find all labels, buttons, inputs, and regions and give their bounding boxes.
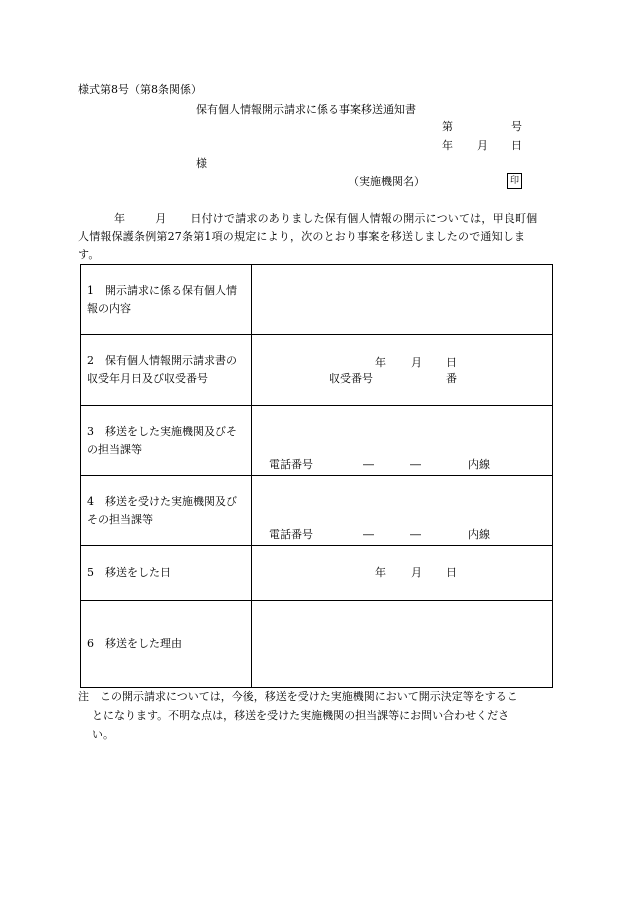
row4-label: 4 移送を受けた実施機関及びその担当課等 xyxy=(81,476,252,546)
row5-day: 日 xyxy=(446,566,457,579)
row2-day: 日 xyxy=(446,356,457,369)
table-row xyxy=(81,601,553,688)
row5-value-field[interactable] xyxy=(252,546,553,601)
row3-extension-label: 内線 xyxy=(468,458,490,471)
row4-value-field[interactable] xyxy=(252,476,553,546)
notice-body-line-3: す。 xyxy=(78,248,100,261)
document-number-prefix: 第 xyxy=(442,120,453,133)
agency-name-label: （実施機関名） xyxy=(348,175,425,188)
issue-date-year: 年 xyxy=(442,139,453,152)
notice-body-line-1 xyxy=(78,210,556,228)
footnote-line-2: とになります。不明な点は，移送を受けた実施機関の担当課等にお問い合わせくださ xyxy=(92,709,510,722)
table-row xyxy=(81,406,553,476)
row3-value-field[interactable] xyxy=(252,406,553,476)
row4-phone-dash-1: ― xyxy=(363,528,374,541)
footnote xyxy=(78,687,558,744)
row2-receipt-label: 収受番号 xyxy=(329,372,373,385)
row5-label: 5 移送をした日 xyxy=(81,546,252,601)
row3-phone-dash-1: ― xyxy=(363,458,374,471)
row6-label: 6 移送をした理由 xyxy=(81,601,252,688)
footnote-line-3: い。 xyxy=(92,728,114,741)
body-year: 年 xyxy=(114,212,126,225)
table-row xyxy=(81,265,553,335)
document-number-suffix: 号 xyxy=(511,120,522,133)
issue-date-month: 月 xyxy=(477,139,488,152)
form-number-label: 様式第8号（第8条関係） xyxy=(78,83,202,96)
row5-month: 月 xyxy=(411,566,422,579)
table-row xyxy=(81,546,553,601)
transfer-details-table xyxy=(80,264,553,688)
row4-phone-label: 電話番号 xyxy=(269,528,313,541)
row3-phone-label: 電話番号 xyxy=(269,458,313,471)
row6-value-field[interactable] xyxy=(252,601,553,688)
row1-value-field[interactable] xyxy=(252,265,553,335)
row2-receipt-unit: 番 xyxy=(446,372,457,385)
document-title: 保有個人情報開示請求に係る事案移送通知書 xyxy=(196,103,416,116)
body-month: 月 xyxy=(155,212,167,225)
row4-phone-dash-2: ― xyxy=(410,528,421,541)
footnote-line-1: 注 この開示請求については，今後，移送を受けた実施機関において開示決定等をするこ xyxy=(78,690,518,703)
row2-year: 年 xyxy=(375,356,386,369)
body-line1-text: 日付けで請求のありました保有個人情報の開示については，甲良町個 xyxy=(190,212,538,225)
notice-body-line-2: 人情報保護条例第27条第1項の規定により，次のとおり事案を移送しましたので通知しま xyxy=(78,230,526,243)
notice-body xyxy=(78,210,556,264)
row2-value-field[interactable] xyxy=(252,335,553,406)
row3-phone-dash-2: ― xyxy=(410,458,421,471)
row1-label: 1 開示請求に係る保有個人情報の内容 xyxy=(81,265,252,335)
seal-stamp: 印 xyxy=(507,173,522,189)
recipient-suffix: 様 xyxy=(196,157,207,170)
row4-extension-label: 内線 xyxy=(468,528,490,541)
row2-month: 月 xyxy=(411,356,422,369)
table-row xyxy=(81,476,553,546)
row5-year: 年 xyxy=(375,566,386,579)
issue-date-day: 日 xyxy=(511,139,522,152)
row3-label: 3 移送をした実施機関及びその担当課等 xyxy=(81,406,252,476)
row2-label: 2 保有個人情報開示請求書の収受年月日及び収受番号 xyxy=(81,335,252,406)
table-row xyxy=(81,335,553,406)
